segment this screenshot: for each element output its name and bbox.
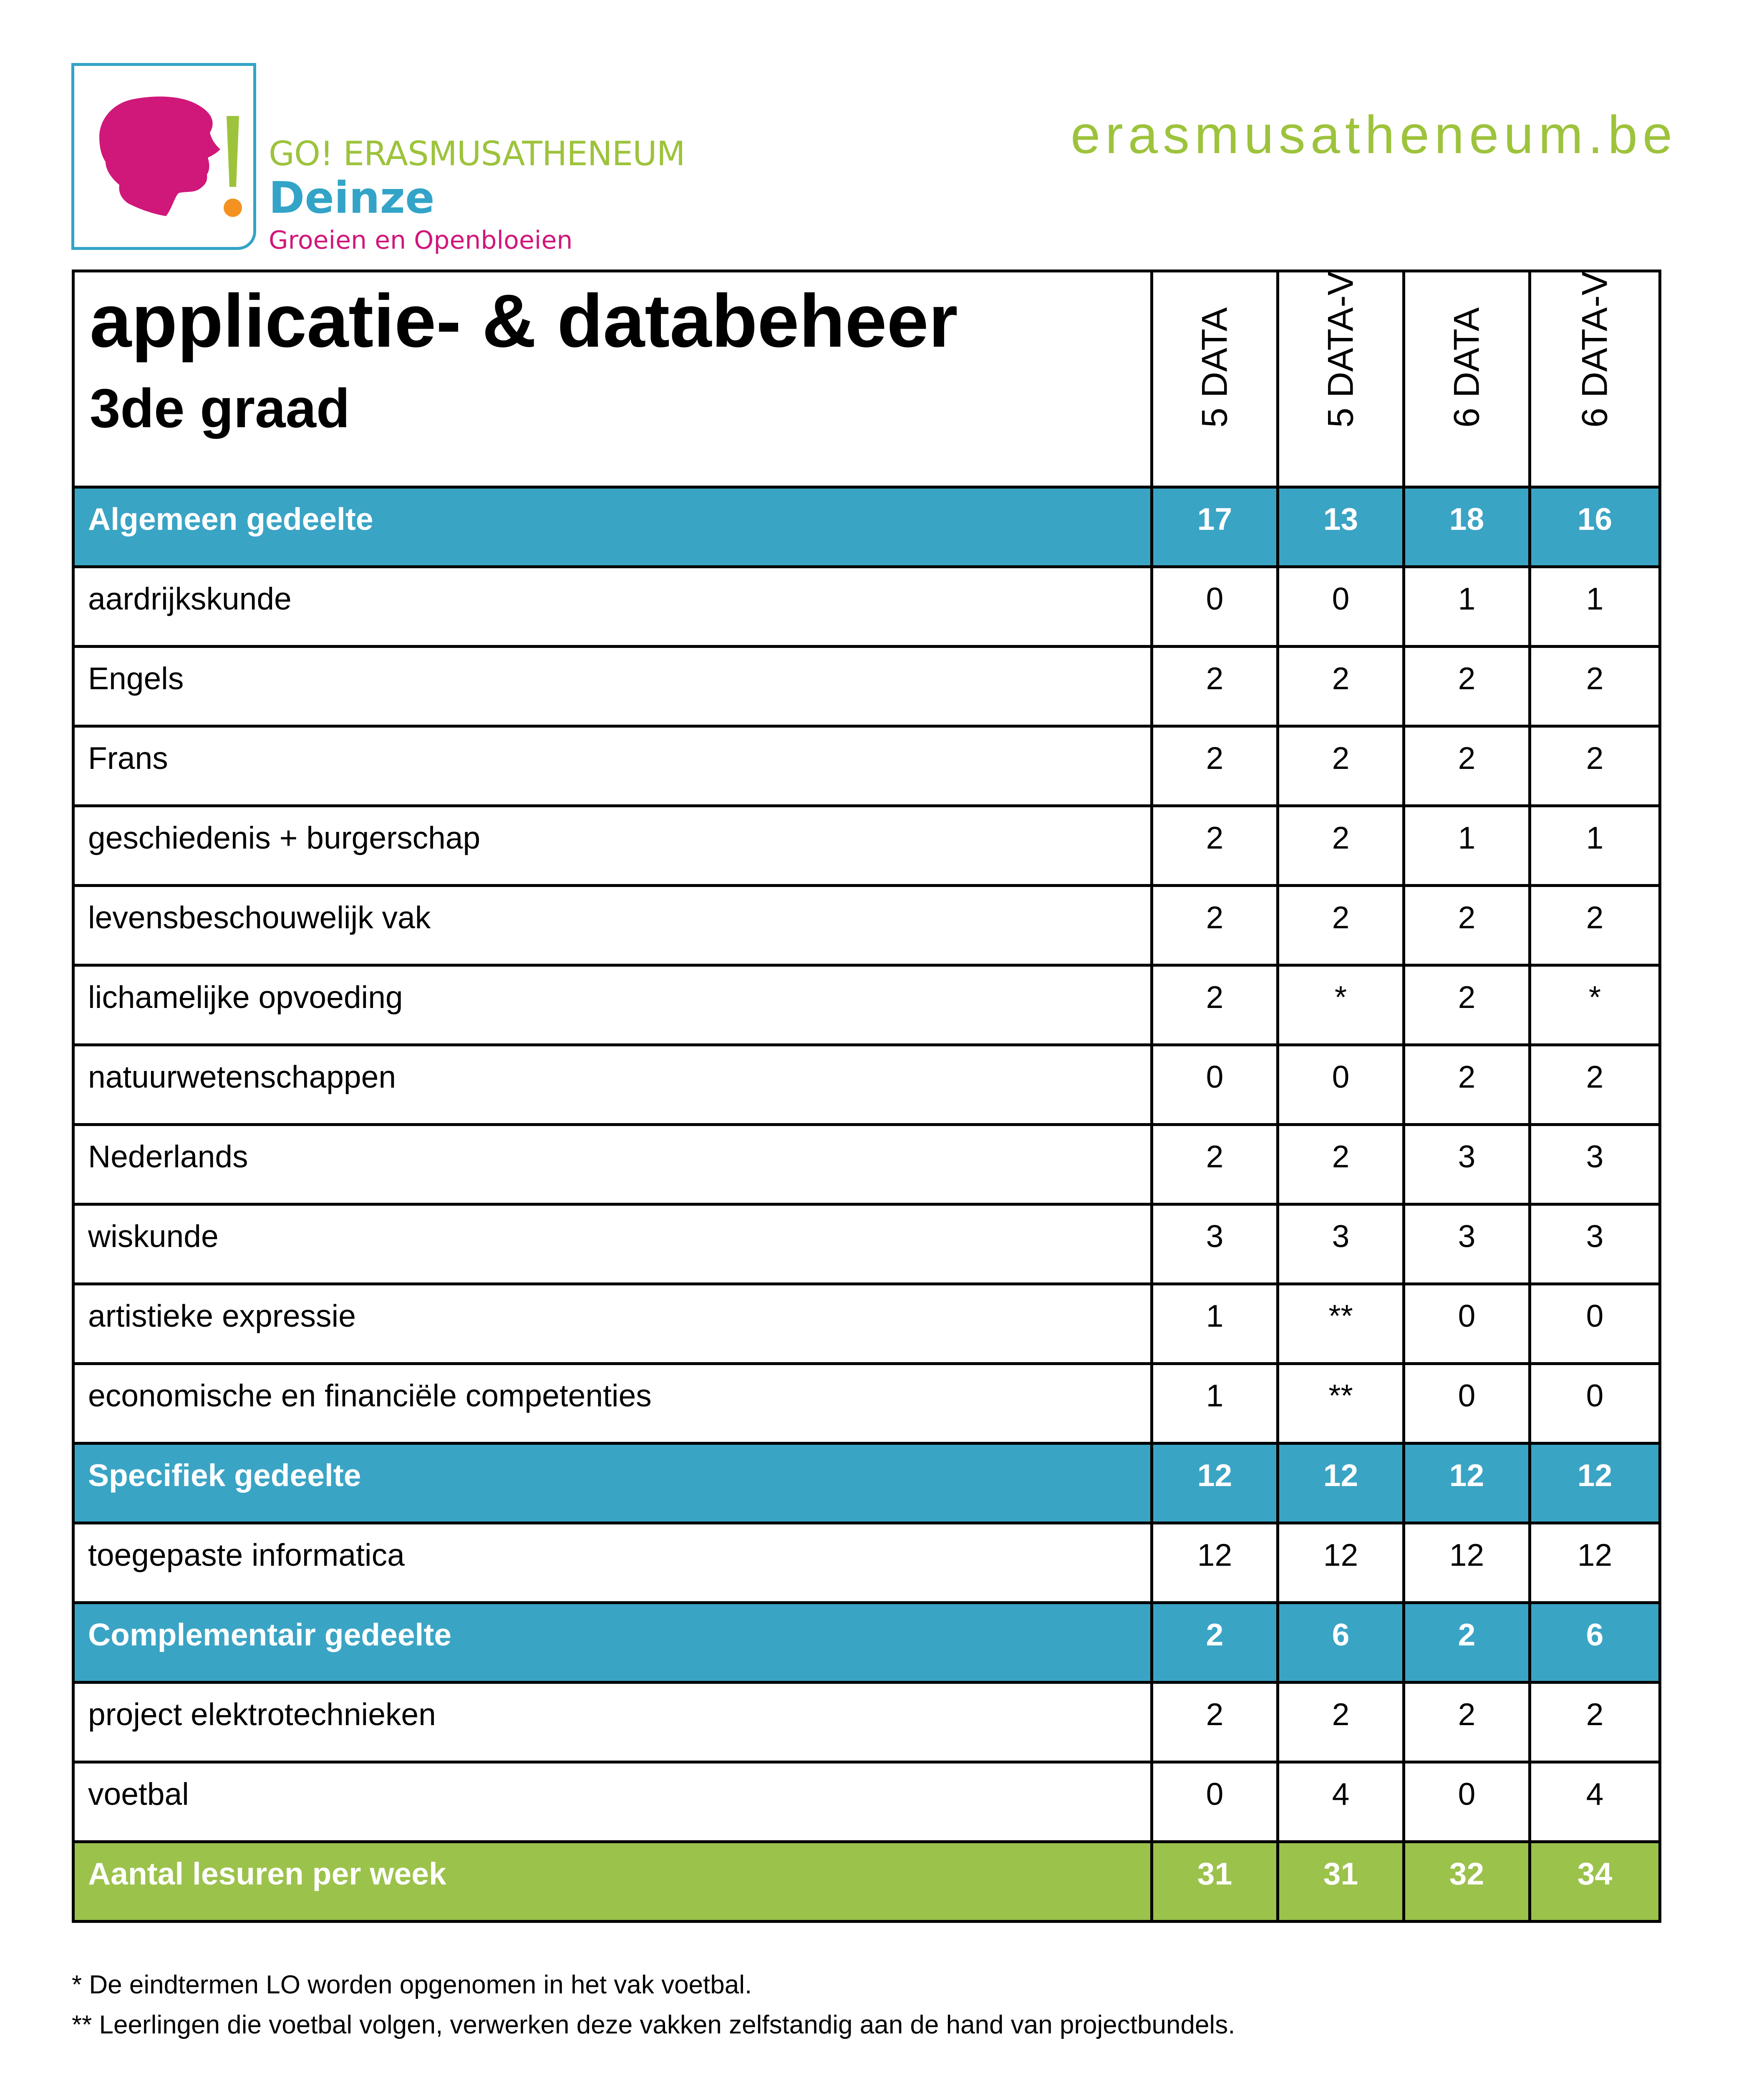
hours-cell: 2 [1152, 1125, 1278, 1204]
column-header-label: 6 DATA [1446, 307, 1487, 428]
hours-cell: 3 [1530, 1125, 1660, 1204]
hours-cell: 2 [1278, 1683, 1404, 1762]
subject-label: Engels [73, 647, 1152, 726]
hours-cell: 2 [1530, 647, 1660, 726]
hours-cell: 2 [1152, 806, 1278, 886]
hours-cell: 0 [1152, 1045, 1278, 1125]
subject-label: levensbeschouwelijk vak [73, 886, 1152, 965]
hours-cell: 1 [1152, 1284, 1278, 1364]
table-row [73, 886, 1660, 965]
section-row [73, 487, 1660, 567]
hours-cell: 12 [1152, 1444, 1278, 1523]
section-row [73, 1444, 1660, 1523]
table-row [73, 1762, 1660, 1842]
hours-cell: 2 [1404, 1045, 1530, 1125]
column-header [1278, 271, 1404, 487]
table-row [73, 647, 1660, 726]
hours-cell: 2 [1404, 1683, 1530, 1762]
website-link[interactable]: erasmusatheneum.be [1070, 105, 1677, 165]
hours-cell: 12 [1530, 1523, 1660, 1603]
hours-cell: 13 [1278, 487, 1404, 567]
table-row [73, 567, 1660, 647]
hours-cell: 2 [1404, 647, 1530, 726]
hours-cell: 1 [1404, 806, 1530, 886]
column-header [1404, 271, 1530, 487]
subject-label: Nederlands [73, 1125, 1152, 1204]
section-label: Algemeen gedeelte [73, 487, 1152, 567]
section-label: Complementair gedeelte [73, 1603, 1152, 1683]
column-header [1530, 271, 1660, 487]
hours-cell: 2 [1278, 886, 1404, 965]
table-header-row [73, 271, 1660, 487]
hours-cell: 6 [1278, 1603, 1404, 1683]
hours-cell: 12 [1530, 1444, 1660, 1523]
subject-label: toegepaste informatica [73, 1523, 1152, 1603]
hours-cell: 2 [1152, 726, 1278, 806]
table-row [73, 1364, 1660, 1444]
table-row [73, 1045, 1660, 1125]
table-row [73, 1125, 1660, 1204]
hours-cell: 0 [1152, 1762, 1278, 1842]
hours-cell: 0 [1404, 1364, 1530, 1444]
total-row [73, 1842, 1660, 1922]
hours-cell: 2 [1152, 647, 1278, 726]
subject-label: natuurwetenschappen [73, 1045, 1152, 1125]
subject-label: artistieke expressie [73, 1284, 1152, 1364]
hours-cell: 12 [1278, 1523, 1404, 1603]
subject-label: economische en financiële competenties [73, 1364, 1152, 1444]
hours-cell: ** [1278, 1284, 1404, 1364]
column-header-label: 5 DATA-V [1320, 271, 1361, 428]
hours-cell: 0 [1152, 567, 1278, 647]
section-label: Aantal lesuren per week [73, 1842, 1152, 1922]
logo-tagline: Groeien en Openbloeien [269, 226, 573, 255]
hours-cell: 2 [1152, 1683, 1278, 1762]
hours-cell: 2 [1278, 647, 1404, 726]
hours-cell: 1 [1152, 1364, 1278, 1444]
hours-cell: 6 [1530, 1603, 1660, 1683]
hours-cell: 34 [1530, 1842, 1660, 1922]
hours-cell: 0 [1530, 1364, 1660, 1444]
hours-cell: * [1530, 965, 1660, 1045]
subject-label: lichamelijke opvoeding [73, 965, 1152, 1045]
hours-cell: 2 [1278, 806, 1404, 886]
table-title-cell [73, 271, 1152, 487]
hours-cell: 0 [1404, 1762, 1530, 1842]
school-logo [71, 63, 256, 250]
hours-cell: 0 [1530, 1284, 1660, 1364]
hours-cell: 12 [1152, 1523, 1278, 1603]
hours-cell: 3 [1404, 1125, 1530, 1204]
subject-label: voetbal [73, 1762, 1152, 1842]
page-subtitle: 3de graad [90, 378, 350, 439]
table-row [73, 1523, 1660, 1603]
hours-cell: 0 [1404, 1284, 1530, 1364]
hours-cell: * [1278, 965, 1404, 1045]
subject-label: project elektrotechnieken [73, 1683, 1152, 1762]
hours-cell: 3 [1152, 1204, 1278, 1284]
head-exclamation-icon [83, 74, 249, 241]
hours-cell: 12 [1404, 1444, 1530, 1523]
section-label: Specifiek gedeelte [73, 1444, 1152, 1523]
subject-label: aardrijkskunde [73, 567, 1152, 647]
hours-cell: 1 [1404, 567, 1530, 647]
footnotes [72, 1965, 1235, 2045]
logo-city: Deinze [269, 172, 435, 223]
hours-cell: 31 [1152, 1842, 1278, 1922]
hours-cell: 12 [1404, 1523, 1530, 1603]
page-title: applicatie- & databeheer [90, 279, 958, 363]
hours-cell: 2 [1404, 726, 1530, 806]
hours-cell: 2 [1404, 965, 1530, 1045]
hours-cell: 2 [1152, 965, 1278, 1045]
hours-cell: 2 [1278, 1125, 1404, 1204]
hours-cell: 0 [1278, 1045, 1404, 1125]
hours-cell: 17 [1152, 487, 1278, 567]
column-header-label: 5 DATA [1194, 307, 1235, 428]
hours-cell: 2 [1152, 1603, 1278, 1683]
hours-cell: 2 [1404, 886, 1530, 965]
hours-cell: 2 [1530, 726, 1660, 806]
hours-cell: 12 [1278, 1444, 1404, 1523]
table-row [73, 1204, 1660, 1284]
logo-org-name: GO! ERASMUSATHENEUM [269, 134, 685, 173]
hours-cell: 2 [1530, 1683, 1660, 1762]
hours-cell: 4 [1530, 1762, 1660, 1842]
hours-cell: 2 [1530, 1045, 1660, 1125]
subject-label: Frans [73, 726, 1152, 806]
hours-cell: 3 [1530, 1204, 1660, 1284]
column-header [1152, 271, 1278, 487]
hours-cell: 2 [1404, 1603, 1530, 1683]
hours-cell: 2 [1530, 886, 1660, 965]
curriculum-table [72, 270, 1661, 1923]
hours-cell: 4 [1278, 1762, 1404, 1842]
hours-cell: 2 [1278, 726, 1404, 806]
table-row [73, 965, 1660, 1045]
table-row [73, 806, 1660, 886]
hours-cell: 32 [1404, 1842, 1530, 1922]
hours-cell: ** [1278, 1364, 1404, 1444]
footnote: ** Leerlingen die voetbal volgen, verwerken deze vakken zelfstandig aan de hand van projectbundels. [72, 2010, 1235, 2039]
table-row [73, 1284, 1660, 1364]
hours-cell: 31 [1278, 1842, 1404, 1922]
column-header-label: 6 DATA-V [1575, 271, 1615, 428]
hours-cell: 2 [1152, 886, 1278, 965]
hours-cell: 0 [1278, 567, 1404, 647]
table-row [73, 726, 1660, 806]
hours-cell: 1 [1530, 806, 1660, 886]
subject-label: wiskunde [73, 1204, 1152, 1284]
table-row [73, 1683, 1660, 1762]
hours-cell: 3 [1278, 1204, 1404, 1284]
footnote: * De eindtermen LO worden opgenomen in het vak voetbal. [72, 1970, 752, 1999]
hours-cell: 3 [1404, 1204, 1530, 1284]
hours-cell: 1 [1530, 567, 1660, 647]
hours-cell: 18 [1404, 487, 1530, 567]
hours-cell: 16 [1530, 487, 1660, 567]
subject-label: geschiedenis + burgerschap [73, 806, 1152, 886]
section-row [73, 1603, 1660, 1683]
